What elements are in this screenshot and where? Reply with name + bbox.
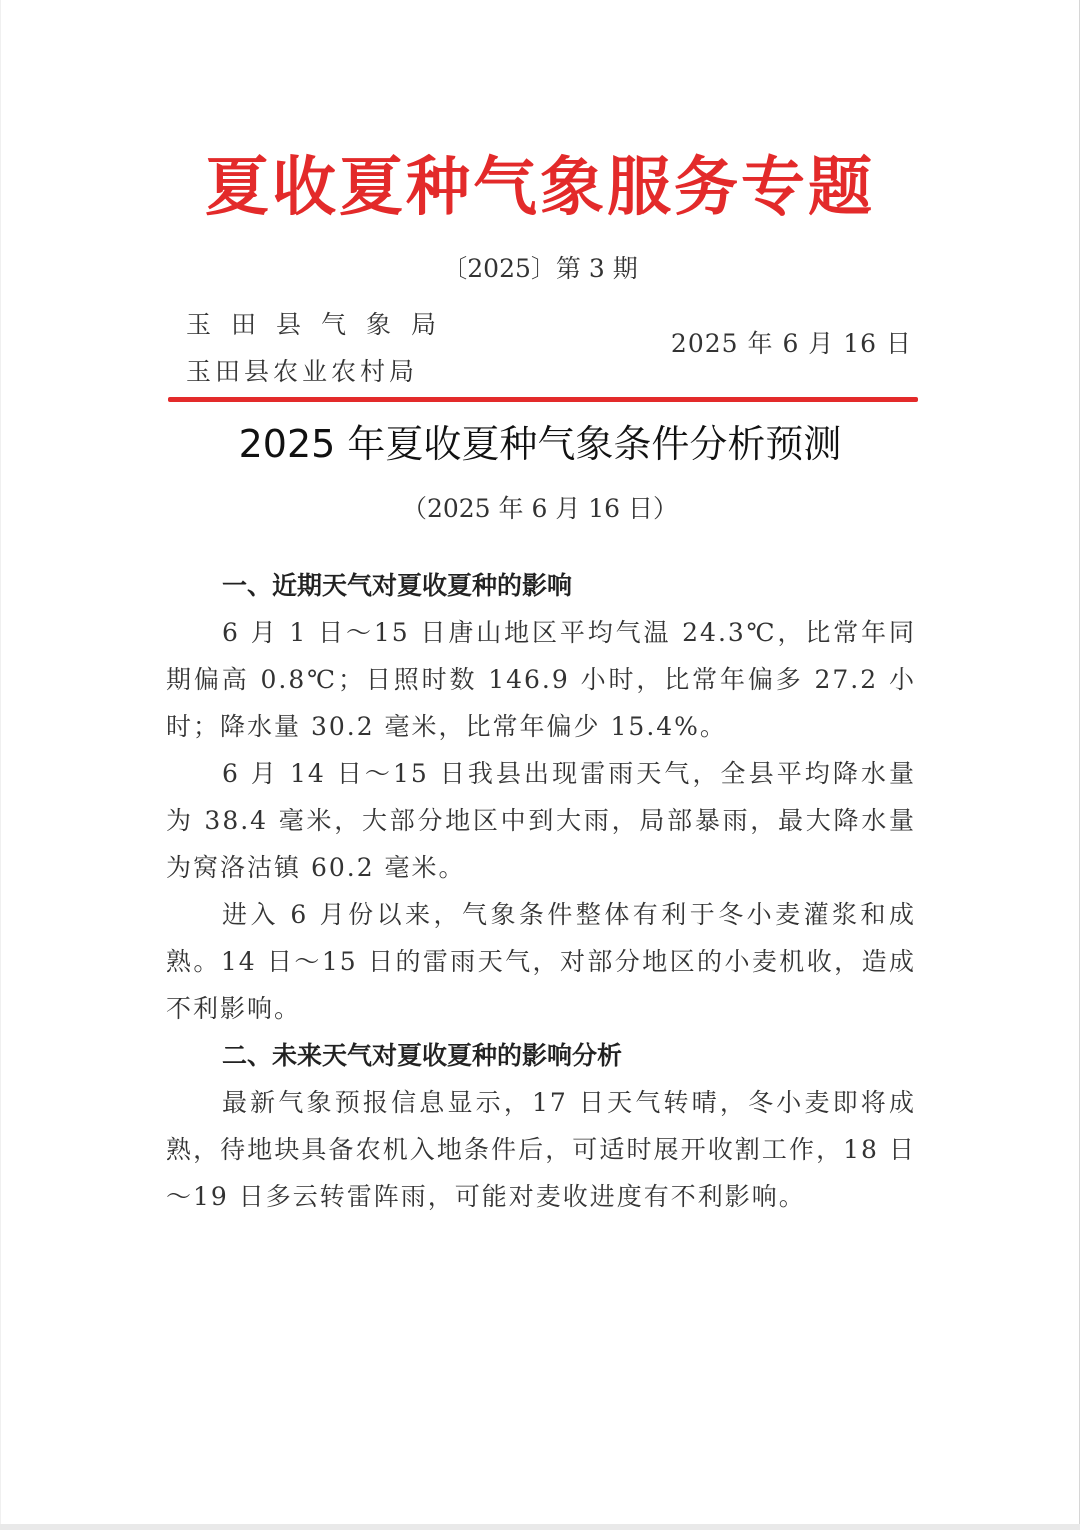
section-heading-recent-weather: 一、近期天气对夏收夏种的影响 [222,571,573,600]
section-heading-future-weather: 二、未来天气对夏收夏种的影响分析 [222,1041,623,1070]
issue-date: 2025 年 6 月 16 日 [670,329,912,358]
masthead-title: 夏收夏种气象服务专题 [205,151,875,225]
issue-number: 〔2025〕第 3 期 [442,254,638,283]
document-date: （2025 年 6 月 16 日） [401,494,679,523]
issuer-agriculture-bureau: 玉田县农业农村局 [186,357,419,386]
paragraph-wheat-impact: 进入 6 月份以来，气象条件整体有利于冬小麦灌浆和成熟。14 日～15 日的雷雨天气，对部分地区的小麦机收，造成不利影响。 [166,900,916,1023]
red-divider-line [168,397,918,402]
paragraph-forecast: 最新气象预报信息显示，17 日天气转晴，冬小麦即将成熟，待地块具备农机入地条件后，可适时展开收割工作，18 日～19 日多云转雷阵雨，可能对麦收进度有不利影响。 [166,1088,916,1211]
paragraph-thunderstorm-rainfall: 6 月 14 日～15 日我县出现雷雨天气，全县平均降水量为 38.4 毫米，大部分地区中到大雨，局部暴雨，最大降水量为窝洛沽镇 60.2 毫米。 [166,759,916,882]
issuer-meteorological-bureau: 玉田县气象局 [186,310,457,339]
document-body [166,562,916,1220]
document-title: 2025 年夏收夏种气象条件分析预测 [238,422,842,466]
paragraph-temperature-sunshine-precipitation: 6 月 1 日～15 日唐山地区平均气温 24.3℃，比常年同期偏高 0.8℃；日照时数 146.9 小时，比常年偏多 27.2 小时；降水量 30.2 毫米，比常年偏少 15.4%。 [166,618,916,741]
